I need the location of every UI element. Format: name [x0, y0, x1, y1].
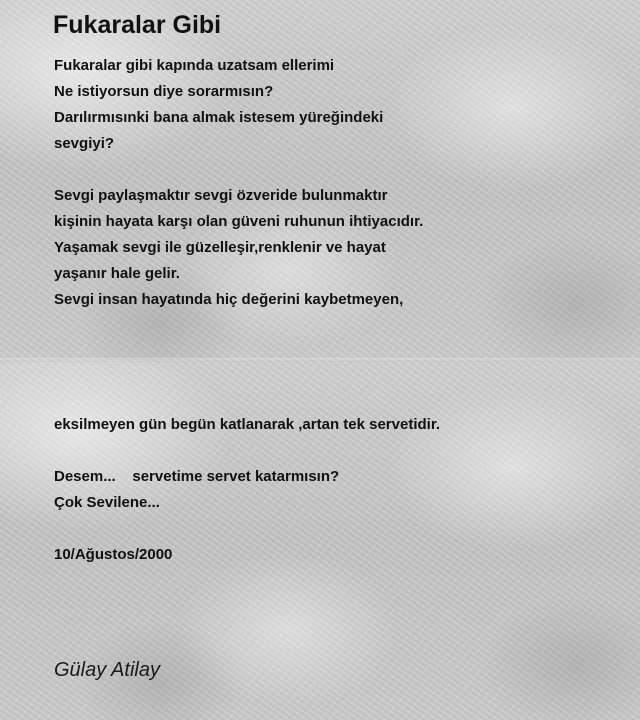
poem-stanza-1 [54, 53, 383, 157]
poem-line: Sevgi insan hayatında hiç değerini kaybetmeyen, [54, 291, 404, 308]
poem-line: Çok Sevilene... [54, 494, 160, 511]
poem-stanza-3 [54, 412, 440, 438]
poem-line: Sevgi paylaşmaktır sevgi özveride bulunmaktır [54, 187, 388, 204]
poem-line: eksilmeyen gün begün katlanarak ,artan tek servetidir. [54, 416, 440, 433]
poem-line: sevgiyi? [54, 135, 115, 152]
panel-divider [0, 358, 640, 362]
poem-line: Darılırmısınki bana almak istesem yüreğindeki [54, 109, 384, 126]
poem-date [54, 542, 172, 568]
poem-line: Desem... servetime servet katarmısın? [54, 468, 340, 485]
poem-line: Fukaralar gibi kapında uzatsam ellerimi [54, 57, 335, 74]
poem-date-line: 10/Ağustos/2000 [54, 546, 173, 563]
poem-stanza-4 [54, 464, 339, 516]
poem-line: yaşanır hale gelir. [54, 265, 180, 282]
poem-stanza-2 [54, 183, 423, 313]
poem-line: Yaşamak sevgi ile güzelleşir,renklenir ve hayat [54, 239, 386, 256]
poem-author: Gülay Atilay [54, 659, 160, 681]
poem-title: Fukaralar Gibi [53, 11, 222, 39]
poem-line: kişinin hayata karşı olan güveni ruhunun ihtiyacıdır. [54, 213, 424, 230]
poem-line: Ne istiyorsun diye sorarmısın? [54, 83, 274, 100]
